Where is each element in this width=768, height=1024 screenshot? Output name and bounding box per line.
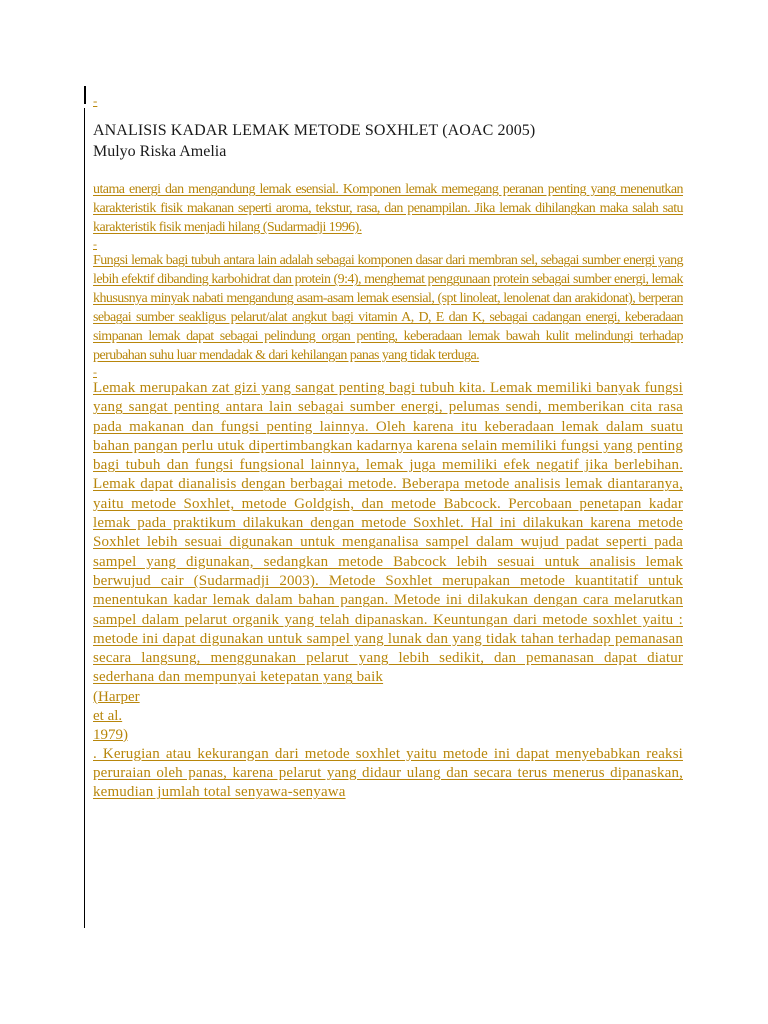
separator-dash[interactable]: - <box>93 365 97 379</box>
document-author: Mulyo Riska Amelia <box>93 143 227 160</box>
citation-year[interactable]: 1979) <box>93 726 128 743</box>
paragraph-metode-soxhlet[interactable]: Lemak merupakan zat gizi yang sangat penting bagi tubuh kita. Lemak memiliki banyak fungsi yang sangat penting antara lain sebagai sumber energi, pelumas sendi, memberikan cita rasa pada makanan dan fungsi penting lainnya. Oleh karena itu keberadaan lemak dalam suatu bahan pangan perlu utuk dipertimbangkan kadarnya karena selain memiliki fungsi yang penting bagi tubuh dan fungsi fungsional lainnya, lemak juga memiliki efek negatif jika berlebihan. Lemak dapat dianalisis dengan berbagai metode. Beberapa metode analisis lemak diantaranya, yaitu metode Soxhlet, metode Goldgish, dan metode Babcock. Percobaan penetapan kadar lemak pada praktikum dilakukan dengan metode Soxhlet. Hal ini dilakukan karena metode Soxhlet lebih sesuai digunakan untuk menganalisa sampel dalam wujud padat seperti pada sampel yang digunakan, sedangkan metode Babcock lebih sesuai untuk analisis lemak berwujud cair (Sudarmadji 2003). Metode Soxhlet merupakan metode kuantitatif untuk menentukan kadar lemak dalam bahan pangan. Metode ini dilakukan dengan cara melarutkan sampel dalam pelarut organik yang telah dipanaskan. Keuntungan dari metode soxhlet yaitu : metode ini dapat digunakan untuk sampel yang lunak dan yang tidak tahan terhadap pemanasan secara langsung, menggunakan pelarut yang lebih sedikit, dan pemanasan dapat diatur sederhana dan mempunyai ketepatan yang baik <box>93 380 683 686</box>
paragraph-kerugian-soxhlet[interactable]: . Kerugian atau kekurangan dari metode soxhlet yaitu metode ini dapat menyebabkan reaksi peruraian oleh panas, karena pelarut yang didaur ulang dan secara terus menerus dipanaskan, kemudian jumlah total senyawa-senyawa <box>93 745 683 801</box>
citation-harper[interactable]: (Harper <box>93 688 140 705</box>
top-dash: - <box>93 93 98 108</box>
citation-et-al[interactable]: et al. <box>93 707 123 724</box>
document-body <box>93 94 683 803</box>
separator-dash[interactable]: - <box>93 237 97 251</box>
left-margin-rule <box>84 108 85 928</box>
margin-marker <box>84 86 86 104</box>
paragraph-fungsi-lemak[interactable]: Fungsi lemak bagi tubuh antara lain adalah sebagai komponen dasar dari membran sel, sebagai sumber energi yang lebih efektif dibanding karbohidrat dan protein (9:4), menghemat penggunaan protein sebagai sumber energi, lemak khususnya minyak nabati mengandung asam-asam lemak esensial, (spt linoleat, lenolenat dan arakidonat), berperan sebagai sumber seakligus pelarut/alat angkut bagi vitamin A, D, E dan K, sebagai cadangan energi, keberadaan simpanan lemak dapat sebagai pelindung organ penting, keberadaan lemak bawah kulit melindungi terhadap perubahan suhu luar mendadak & dari kehilangan panas yang tidak terduga. <box>93 253 683 363</box>
document-title: ANALISIS KADAR LEMAK METODE SOXHLET (AOAC 2005) <box>93 122 536 139</box>
paragraph-lemak-karakteristik[interactable]: utama energi dan mengandung lemak esensial. Komponen lemak memegang peranan penting yang menenutkan karakteristik fisik makanan seperti aroma, tekstur, rasa, dan penampilan. Jika lemak dihilangkan maka salah satu karakteristik fisik menjadi hilang (Sudarmadji 1996). <box>93 182 683 235</box>
